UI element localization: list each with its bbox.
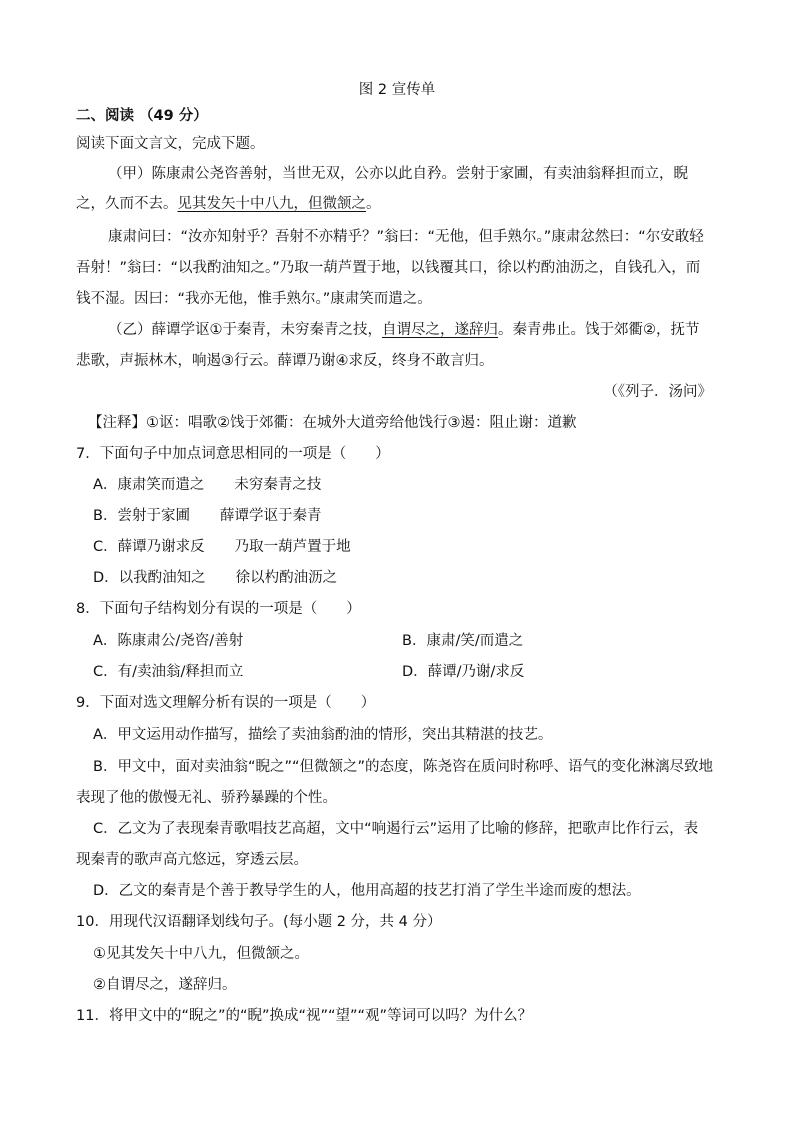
passage-yi-text: （乙）薛谭学讴①于秦青，未穷秦青之技， [108,322,382,338]
question-9-option-d: D．乙文的秦青是个善于教导学生的人，他用高超的技艺打消了学生半途而废的想法。 [93,883,641,899]
option-c-right: 乃取一葫芦置于地 [234,539,351,555]
question-11-stem: 11．将甲文中的“睨之”的“睨”换成“视”“望”“观”等词可以吗？为什么？ [76,1008,533,1024]
underlined-sentence-1: 见其发矢十中八九，但微颔之 [177,196,366,212]
question-8-option-d: D．薛谭/乃谢/求反 [402,664,525,680]
question-9-option-c-cont: 现秦青的歌声高亢悠远，穿透云层。 [76,852,308,868]
passage-jia-line-3: 康肃问曰：“汝亦知射乎？吾射不亦精乎？”翁曰：“无他，但手熟尔。”康肃忿然曰：“尔安敢轻 [108,229,704,245]
section-title: 二、阅读 （49 分） [76,108,208,124]
passage-jia-line-5: 钱不湿。因曰：“我亦无他，惟手熟尔。”康肃笑而遣之。 [76,291,432,307]
option-a-right: 未穷秦青之技 [234,477,322,493]
figure-caption: 图 2 宣传单 [358,82,436,98]
option-c-left: C．薛谭乃谢求反 [93,539,205,555]
passage-yi-line-2: 悲歌，声振林木，响遏③行云。薛谭乃谢④求反，终身不敢言归。 [76,353,494,369]
underlined-sentence-2: 自谓尽之，遂辞归 [382,322,498,338]
passage-jia-text: 之，久而不去。 [76,196,178,212]
passage-jia-line-2 [76,194,381,214]
option-b-right: 薛谭学讴于秦青 [219,508,322,524]
reading-instruction: 阅读下面文言文，完成下题。 [76,136,265,152]
option-d-right: 徐以杓酌油沥之 [235,570,338,586]
punctuation: 。 [366,196,381,212]
passage-yi-text-tail: 。秦青弗止。饯于郊衢②，抚节 [498,322,700,338]
option-b-left: B．尝射于家圃 [93,508,190,524]
question-9-option-a: A．甲文运用动作描写，描绘了卖油翁酌油的情形，突出其精湛的技艺。 [93,727,553,743]
question-9-option-c: C．乙文为了表现秦青歌唱技艺高超，文中“响遏行云”运用了比喻的修辞，把歌声比作行云，表 [93,821,699,837]
question-10-sentence-2: ②自谓尽之，遂辞归。 [93,977,237,993]
annotation-note: 【注释】①讴：唱歌②饯于郊衢：在城外大道旁给他饯行③遏：阻止谢：道歉 [88,415,577,431]
question-7-option-c [93,537,351,557]
question-8-option-c: C．有/卖油翁/释担而立 [93,664,244,680]
question-8-option-b: B．康肃/笑/而遣之 [402,633,524,649]
question-7-option-d [93,568,337,588]
passage-jia-line-4: 吾射！”翁曰：“以我酌油知之。”乃取一葫芦置于地，以钱覆其口，徐以杓酌油沥之，自钱孔入，而 [76,260,701,276]
question-10-sentence-1: ①见其发矢十中八九，但微颔之。 [93,946,309,962]
question-8-stem: 8．下面句子结构划分有误的一项是（ ） [76,601,361,617]
question-9-stem: 9．下面对选文理解分析有误的一项是（ ） [76,695,376,711]
source-citation: （《列子．汤问》 [603,384,712,400]
option-a-left: A．康肃笑而遣之 [93,477,205,493]
question-9-option-b: B．甲文中，面对卖油翁“睨之”“但微颔之”的态度，陈尧咨在质问时称呼、语气的变化淋漓尽致地 [93,759,713,775]
question-7-stem: 7．下面句子中加点词意思相同的一项是（ ） [76,446,390,462]
passage-yi-line-1 [108,320,700,340]
option-d-left: D．以我酌油知之 [93,570,206,586]
question-7-option-a [93,475,321,495]
question-9-option-b-cont: 表现了他的傲慢无礼、骄矜暴躁的个性。 [76,790,337,806]
question-10-stem: 10．用现代汉语翻译划线句子。(每小题 2 分，共 4 分） [76,914,442,930]
question-7-option-b [93,506,321,526]
passage-jia-line-1: （甲）陈康肃公尧咨善射，当世无双，公亦以此自矜。尝射于家圃，有卖油翁释担而立，睨 [108,166,688,182]
question-8-option-a: A．陈康肃公/尧咨/善射 [93,633,244,649]
